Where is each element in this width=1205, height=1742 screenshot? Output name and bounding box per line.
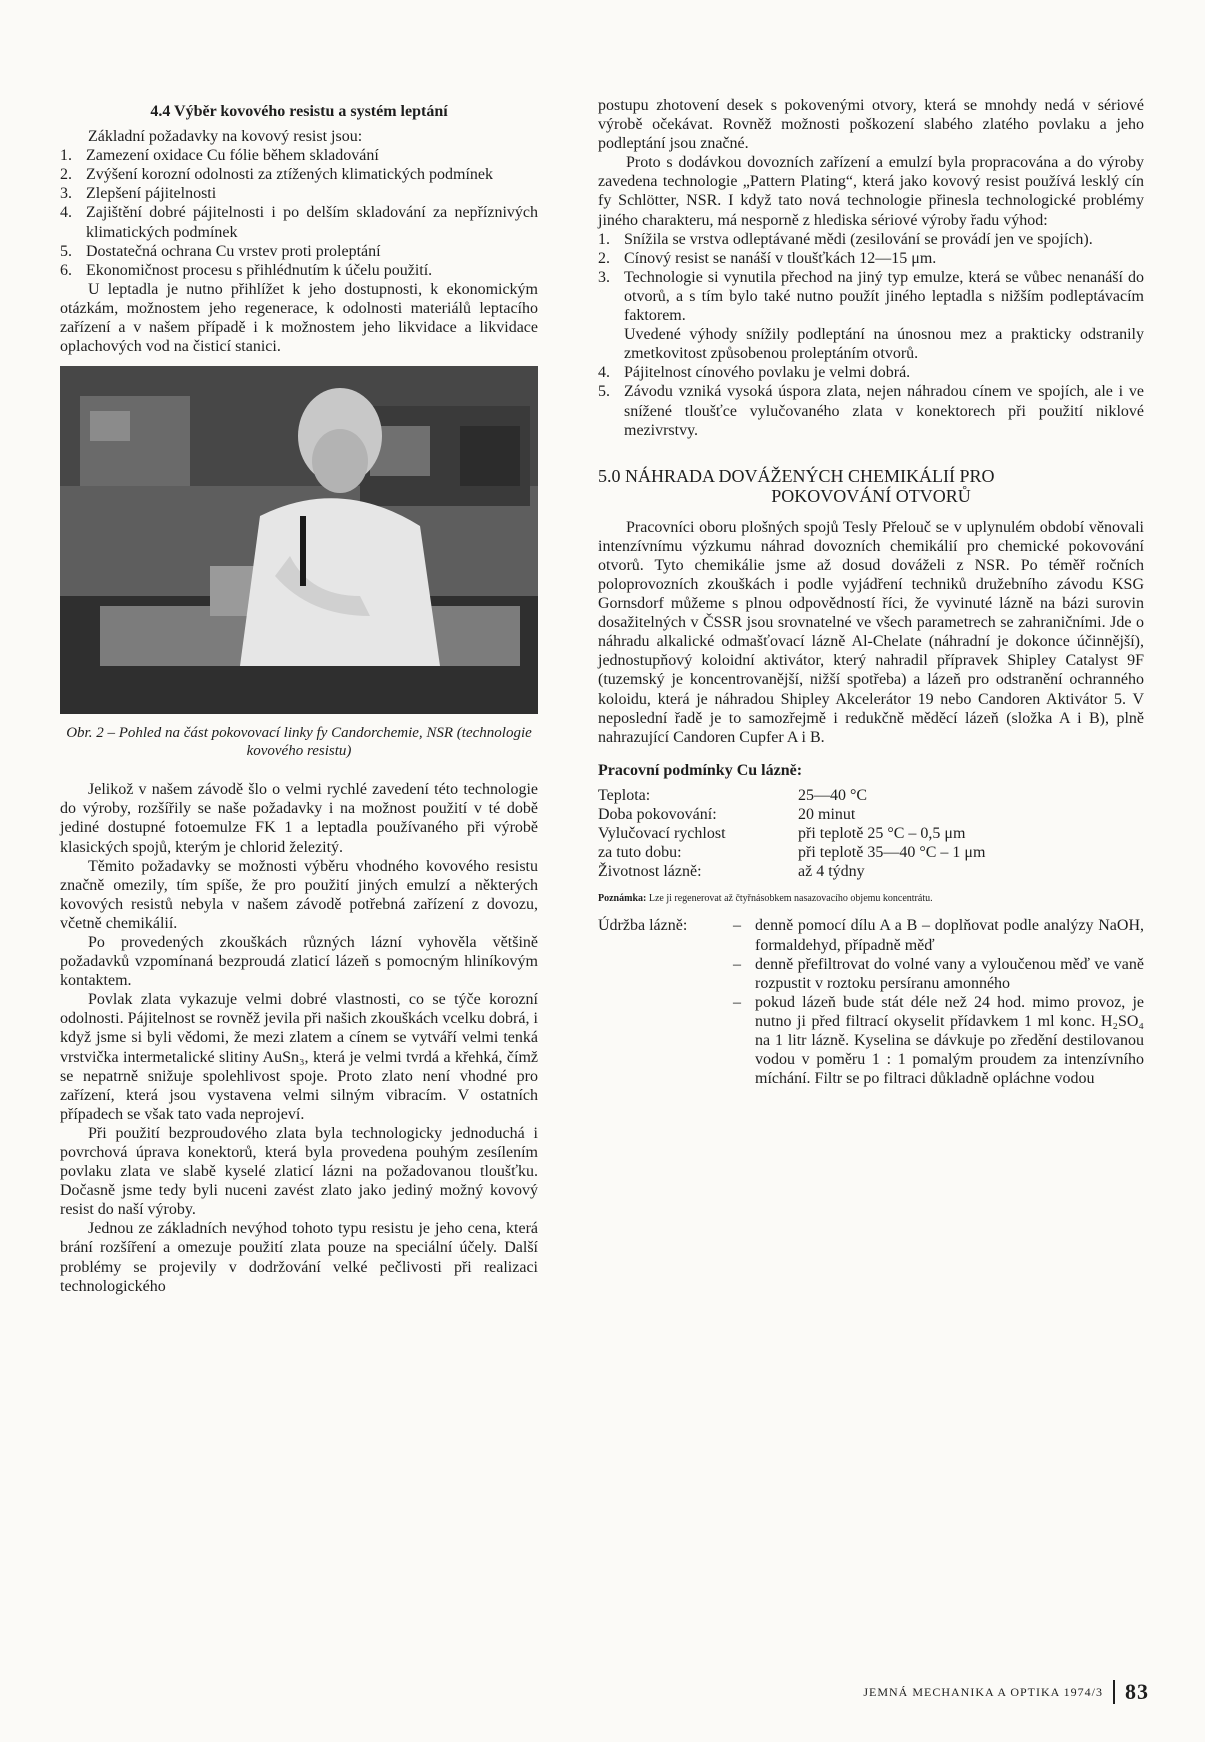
condition-label: Životnost lázně: — [598, 863, 702, 881]
maintenance — [598, 916, 1144, 1088]
list-item: Uvedené výhody snížily podleptání na únosnou mez a prakticky odstranily zmetkovitost způsobenou proleptáním otvorů. — [624, 326, 1144, 363]
list-item: 5. Dostatečná ochrana Cu vrstev proti proleptání — [60, 242, 381, 260]
paragraph-continuation: postupu zhotovení desek s pokovenými otvory, která se mnohdy nedá v sériové výrobě očekávat. Rovněž možnosti poškození slabého zlatého povlaku a jeho podleptání jsou značné. — [598, 97, 1144, 153]
list-item: 4. Zajištění dobré pájitelnosti i po delším skladování za nepříznivých klimatických podmínek — [60, 204, 538, 241]
condition-label: Vylučovací rychlost — [598, 825, 726, 843]
paragraph: Těmito požadavky se možnosti výběru vhodného kovového resistu značně omezily, tím spíše, že pro použití jiných emulzí a některých kovových resistů nebyla v našem závodě potřebná zařízení z dovozu, včetně chemikálií. — [60, 857, 538, 932]
paragraph: Jednou ze základních nevýhod tohoto typu resistu je jeho cena, která brání rozšíření a omezuje použití zlata pouze na speciální účely. Další problémy se projevily v dodržování velké pečlivosti při realizaci technologického — [60, 1220, 538, 1295]
condition-value: při teplotě 35—40 °C – 1 μm — [798, 844, 986, 862]
advantages-list — [598, 230, 1144, 440]
photo-illustration — [60, 366, 538, 714]
paragraph-etchant: U leptadla je nutno přihlížet k jeho dostupnosti, k ekonomickým otázkám, možnostem jeho regenerace, k odolnosti materiálů leptacího zařízení a v našem případě i k možnostem jeho likvidace a likvidace oplachových vod na čisticí stanici. — [60, 280, 538, 356]
condition-value: 25—40 °C — [798, 786, 868, 804]
list-item: 1. Snížila se vrstva odleptávané mědi (zesilování se provádí jen ve spojích). — [598, 230, 1093, 248]
list-item: 2. Cínový resist se nanáší v tloušťkách 12—15 μm. — [598, 249, 937, 267]
list-item: 6. Ekonomičnost procesu s přihlédnutím k účelu použití. — [60, 261, 433, 279]
figure-caption: Obr. 2 – Pohled na část pokovovací linky fy Candorchemie, NSR (technologie kovového resistu) — [66, 725, 532, 760]
paragraph: Při použití bezproudového zlata byla technologicky jednoduchá i povrchová úprava konektorů, která byla provedena pouhým zesílením povlaku zlata ve slabě kyselé zlaticí lázni na požadovanou tloušťku. Dočasně jsme tedy byli nuceni zavést zlato jako jediný možný kovový resist do naší výroby. — [60, 1124, 538, 1219]
paragraph-pattern-plating: Proto s dodávkou dovozních zařízení a emulzí byla propracována a do výroby zavedena technologie „Pattern Plating“, která jako kovový resist používá lesklý cín fy Schlötter, NSR. I když tato nová technologie přinesla technologické problémy jiného charakteru, má nesporně z hlediska sériové výroby řadu výhod: — [598, 154, 1144, 229]
condition-value: 20 minut — [798, 806, 856, 823]
heading-number: 5.0 — [598, 465, 621, 486]
list-item: 4. Pájitelnost cínového povlaku je velmi dobrá. — [598, 364, 911, 382]
condition-label: Doba pokovování: — [598, 806, 717, 823]
list-item: 2. Zvýšení korozní odolnosti za ztížených klimatických podmínek — [60, 166, 494, 184]
journal-name: JEMNÁ MECHANIKA A OPTIKA 1974/3 — [863, 1684, 1103, 1699]
left-column — [60, 96, 538, 1296]
right-column — [598, 96, 1144, 1088]
list-item: – denně přefiltrovat do volné vany a vyloučenou měď ve vaně rozpustit v roztoku persíranu amonného — [733, 955, 1144, 993]
note — [598, 889, 1144, 908]
heading-line-2: POKOVOVÁNÍ OTVORŮ — [771, 485, 971, 506]
conditions-table — [598, 786, 1144, 881]
page-footer — [863, 1680, 1149, 1704]
section-heading-4-4: 4.4 Výběr kovového resistu a systém leptání — [150, 103, 448, 120]
list-item: 3. Technologie si vynutila přechod na jiný typ emulze, která se vůbec nenanáší do otvorů, a s tím bylo také nutno použít jiného leptadla s nižším podleptávacím faktorem. — [598, 268, 1144, 325]
condition-value: až 4 týdny — [798, 863, 865, 881]
heading-line-1: 5.0 NÁHRADA DOVÁŽENÝCH CHEMIKÁLIÍ PRO — [598, 465, 995, 486]
conditions-title: Pracovní podmínky Cu lázně: — [598, 761, 803, 779]
paragraph-tesla: Pracovníci oboru plošných spojů Tesly Přelouč se v uplynulém období věnovali intenzívnímu výzkumu náhrad dovozních chemikálií pro chemické pokovování otvorů. Tyto chemikálie jsme až dosud dováželi z NSR. Po téměř ročních poloprovozních zkouškách i podle vyjádření techniků družebního závodu KSG Gornsdorf můžeme s plnou odpovědností říci, že vyvinuté lázně na bázi surovin dosažitelných v ČSSR jsou srovnatelné ve všech parametrech se zahraničními. Jde o náhradu alkalické odmašťovací lázně Al-Chelate (náhradní je dokonce účinnější), jednostupňový koloidní aktivátor, který nahradil přípravek Shipley Catalyst 9F (tuzemský je koncentrovanější, nižší spotřeba) a lázeň pro odstranění ochranného koloidu, která je náhradou Shipley Akcelerátor 19 nebo Candoren Aktivátor 5. V neposlední řadě je to samozřejmě i redukčně měděcí lázeň (složka A i B), plně nahrazující Candoren Cupfer A i B. — [598, 518, 1144, 746]
list-item: 5. Závodu vzniká vysoká úspora zlata, nejen náhradou cínem ve spojích, ale i ve snížené tloušťce vylučovaného zlata v konektorech při použití niklové mezivrstvy. — [598, 383, 1144, 439]
note-label: Poznámka: — [598, 893, 647, 905]
section-heading-5-0 — [598, 466, 1144, 506]
maintenance-label: Údržba lázně: — [598, 917, 688, 935]
requirements-intro: Základní požadavky na kovový resist jsou: — [88, 128, 363, 146]
paragraph: Po provedených zkouškách různých lázní vyhověla většině požadavků vzpomínaná bezproudá zlaticí lázeň s pomocným hliníkovým kontaktem. — [60, 933, 538, 990]
list-item: – pokud lázeň bude stát déle než 24 hod. mimo provoz, je nutno ji před filtrací okyselit přídavkem 1 ml konc. H₂SO₄ na 1 litr lázně. Kyselina se dávkuje po zředění destilovanou vodou v poměru 1 : 1 pomalým proudem za intenzívního míchání. Filtr se po filtraci důkladně opláchne vodou — [733, 993, 1144, 1088]
maintenance-list — [733, 916, 1144, 1088]
requirements-list — [60, 146, 538, 280]
list-item: 3. Zlepšení pájitelnosti — [60, 185, 217, 203]
paragraph: Jelikož v našem závodě šlo o velmi rychlé zavedení této technologie do výroby, rozšířily se naše požadavky i na možnost použití v té době jediné dostupné fotoemulze FK 1 a leptadla používaného při výrobě klasických spojů, kterým je chlorid železitý. — [60, 781, 538, 856]
list-item: – denně pomocí dílu A a B – doplňovat podle analýzy NaOH, formaldehyd, případně měď — [733, 916, 1144, 954]
photo-plating-line — [60, 366, 538, 714]
condition-value: při teplotě 25 °C – 0,5 μm — [798, 825, 966, 843]
page-number: 83 — [1113, 1680, 1149, 1704]
note-text: Lze ji regenerovat až čtyřnásobkem nasazovacího objemu koncentrátu. — [648, 893, 933, 905]
condition-label: Teplota: — [598, 786, 651, 804]
paragraph: Povlak zlata vykazuje velmi dobré vlastnosti, co se týče korozní odolnosti. Pájitelnost se rovněž jevila při našich zkouškách vcelku dobrá, i když jsme si byli vědomi, že mezi zlatem a cínem se vytváří velmi tenká vrstvička intermetalické slitiny AuSn₃, která je velmi tvrdá a křehká, čímž se nepatrně snižuje spolehlivost spoje. Proto zlato není vhodné pro zařízení, která jsou vystavena velmi silným vibracím. V ostatních případech se však tato vada neprojeví. — [60, 991, 538, 1123]
condition-label: za tuto dobu: — [598, 844, 682, 862]
list-item: 1. Zamezení oxidace Cu fólie během skladování — [60, 147, 379, 165]
